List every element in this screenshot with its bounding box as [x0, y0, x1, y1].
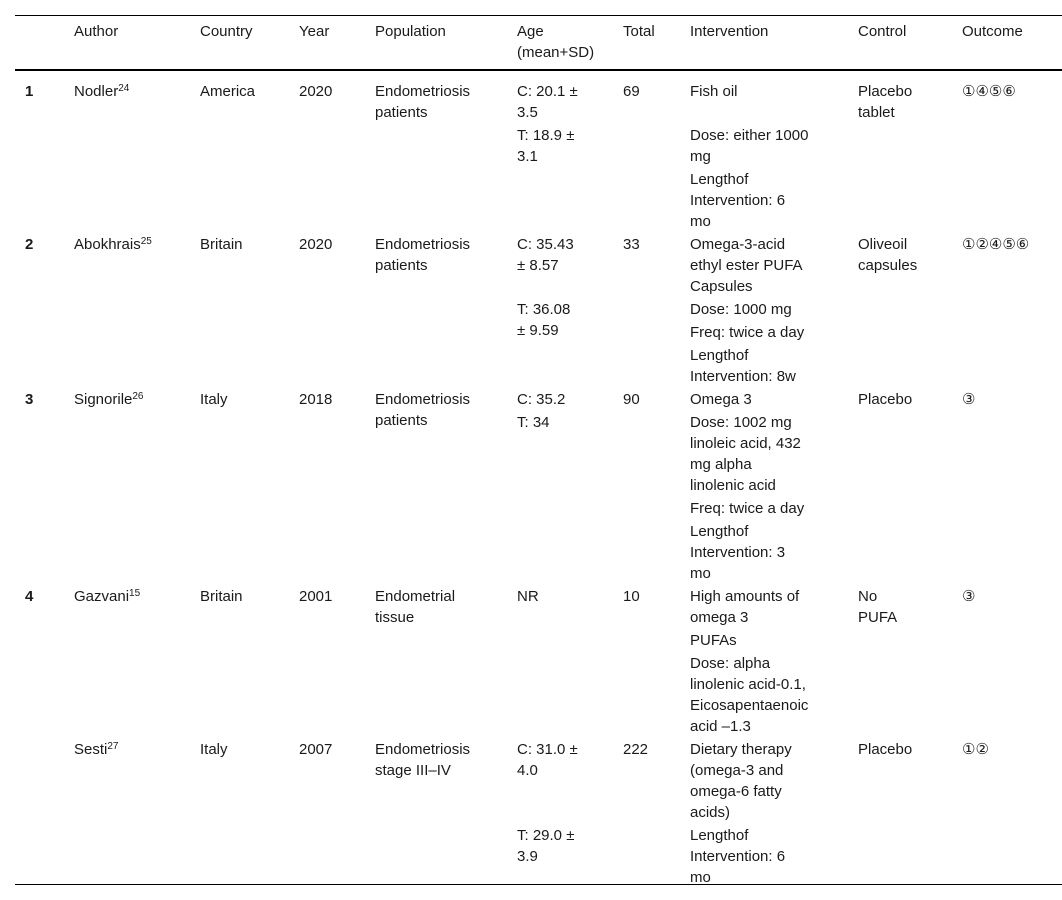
- population-line: patients: [375, 412, 428, 429]
- header-author: Author: [74, 23, 119, 40]
- intervention-line: omega-6 fatty: [690, 783, 782, 800]
- age-line: C: 20.1 ±: [517, 83, 578, 100]
- population-line: Endometriosis: [375, 236, 471, 253]
- control-line: No: [858, 588, 878, 605]
- intervention-line: (omega-3 and: [690, 762, 784, 779]
- intervention-line: Lengthof: [690, 523, 749, 540]
- control-line: tablet: [858, 104, 895, 121]
- reference-number: 25: [140, 236, 152, 247]
- population-line: Endometriosis: [375, 83, 471, 100]
- author-name: Sesti: [74, 741, 108, 758]
- age-line: T: 36.08: [517, 301, 571, 318]
- total-cell: 69: [623, 83, 640, 100]
- intervention-line: ethyl ester PUFA: [690, 257, 803, 274]
- intervention-line: omega 3: [690, 609, 749, 626]
- population-line: Endometriosis: [375, 391, 471, 408]
- intervention-line: Omega 3: [690, 391, 752, 408]
- intervention-line: Intervention: 3: [690, 544, 786, 561]
- country-cell: Italy: [200, 741, 228, 758]
- intervention-line: Freq: twice a day: [690, 324, 805, 341]
- intervention-line: Dose: 1002 mg: [690, 414, 792, 431]
- outcome-cell: ①④⑤⑥: [962, 83, 1016, 100]
- intervention-line: Lengthof: [690, 827, 749, 844]
- header-year: Year: [299, 23, 330, 40]
- control-line: Placebo: [858, 83, 913, 100]
- age-line: 3.1: [517, 148, 538, 165]
- author-name: Gazvani: [74, 588, 130, 605]
- header-total: Total: [623, 23, 655, 40]
- intervention-line: Dose: 1000 mg: [690, 301, 792, 318]
- age-line: NR: [517, 588, 539, 605]
- intervention-line: linolenic acid-0.1,: [690, 676, 806, 693]
- population-line: stage III–IV: [375, 762, 451, 779]
- population-line: Endometriosis: [375, 741, 471, 758]
- population-line: patients: [375, 257, 428, 274]
- control-line: Placebo: [858, 741, 913, 758]
- control-line: Placebo: [858, 391, 913, 408]
- country-cell: Britain: [200, 236, 243, 253]
- table-top-rule: [15, 15, 1062, 16]
- reference-number: 26: [132, 391, 144, 402]
- intervention-line: acids): [690, 804, 731, 821]
- age-line: C: 31.0 ±: [517, 741, 578, 758]
- age-line: 3.9: [517, 848, 538, 865]
- intervention-line: High amounts of: [690, 588, 800, 605]
- total-cell: 90: [623, 391, 640, 408]
- intervention-line: Dietary therapy: [690, 741, 792, 758]
- country-cell: America: [200, 83, 256, 100]
- author-name: Nodler: [74, 83, 119, 100]
- age-line: ± 8.57: [517, 257, 559, 274]
- intervention-line: mg: [690, 148, 711, 165]
- age-line: T: 29.0 ±: [517, 827, 575, 844]
- table-bottom-rule: [15, 884, 1062, 885]
- total-cell: 222: [623, 741, 649, 758]
- country-cell: Britain: [200, 588, 243, 605]
- author-cell: [74, 81, 129, 102]
- row-number: 3: [25, 391, 34, 408]
- author-cell: [74, 586, 140, 607]
- intervention-line: Dose: either 1000: [690, 127, 809, 144]
- intervention-line: Omega-3-acid: [690, 236, 786, 253]
- author-cell: [74, 234, 152, 255]
- row-number: 4: [25, 588, 34, 605]
- intervention-line: mo: [690, 565, 711, 582]
- year-cell: 2018: [299, 391, 333, 408]
- year-cell: 2001: [299, 588, 333, 605]
- header-population: Population: [375, 23, 446, 40]
- intervention-line: Lengthof: [690, 347, 749, 364]
- year-cell: 2020: [299, 236, 333, 253]
- intervention-line: PUFAs: [690, 632, 737, 649]
- population-line: patients: [375, 104, 428, 121]
- intervention-line: Capsules: [690, 278, 753, 295]
- header-outcome: Outcome: [962, 23, 1023, 40]
- intervention-line: Lengthof: [690, 171, 749, 188]
- population-line: tissue: [375, 609, 415, 626]
- intervention-line: Dose: alpha: [690, 655, 771, 672]
- row-number: 2: [25, 236, 34, 253]
- table-header-rule: [15, 69, 1062, 71]
- row-number: 1: [25, 83, 34, 100]
- total-cell: 10: [623, 588, 640, 605]
- intervention-line: Intervention: 6: [690, 848, 786, 865]
- age-line: T: 34: [517, 414, 550, 431]
- total-cell: 33: [623, 236, 640, 253]
- intervention-line: Eicosapentaenoic: [690, 697, 809, 714]
- author-name: Abokhrais: [74, 236, 141, 253]
- reference-number: 24: [118, 83, 130, 94]
- age-line: T: 18.9 ±: [517, 127, 575, 144]
- reference-number: 15: [129, 588, 141, 599]
- age-line: 4.0: [517, 762, 538, 779]
- year-cell: 2007: [299, 741, 333, 758]
- author-name: Signorile: [74, 391, 133, 408]
- age-line: 3.5: [517, 104, 538, 121]
- header-age-unit: (mean+SD): [517, 44, 595, 61]
- year-cell: 2020: [299, 83, 333, 100]
- intervention-line: Freq: twice a day: [690, 500, 805, 517]
- intervention-line: mo: [690, 869, 711, 886]
- age-line: ± 9.59: [517, 322, 559, 339]
- control-line: capsules: [858, 257, 918, 274]
- intervention-line: acid –1.3: [690, 718, 751, 735]
- control-line: Oliveoil: [858, 236, 908, 253]
- outcome-cell: ③: [962, 588, 976, 605]
- reference-number: 27: [107, 741, 119, 752]
- control-line: PUFA: [858, 609, 898, 626]
- author-cell: [74, 389, 144, 410]
- country-cell: Italy: [200, 391, 228, 408]
- outcome-cell: ①②④⑤⑥: [962, 236, 1030, 253]
- header-country: Country: [200, 23, 253, 40]
- header-age: Age: [517, 23, 544, 40]
- intervention-line: Fish oil: [690, 83, 738, 100]
- intervention-line: Intervention: 8w: [690, 368, 796, 385]
- intervention-line: Intervention: 6: [690, 192, 786, 209]
- intervention-line: mg alpha: [690, 456, 752, 473]
- outcome-cell: ③: [962, 391, 976, 408]
- intervention-line: linolenic acid: [690, 477, 776, 494]
- age-line: C: 35.2: [517, 391, 566, 408]
- intervention-line: linoleic acid, 432: [690, 435, 801, 452]
- author-cell: [74, 739, 118, 760]
- outcome-cell: ①②: [962, 741, 989, 758]
- header-intervention: Intervention: [690, 23, 769, 40]
- age-line: C: 35.43: [517, 236, 574, 253]
- population-line: Endometrial: [375, 588, 456, 605]
- header-control: Control: [858, 23, 907, 40]
- intervention-line: mo: [690, 213, 711, 230]
